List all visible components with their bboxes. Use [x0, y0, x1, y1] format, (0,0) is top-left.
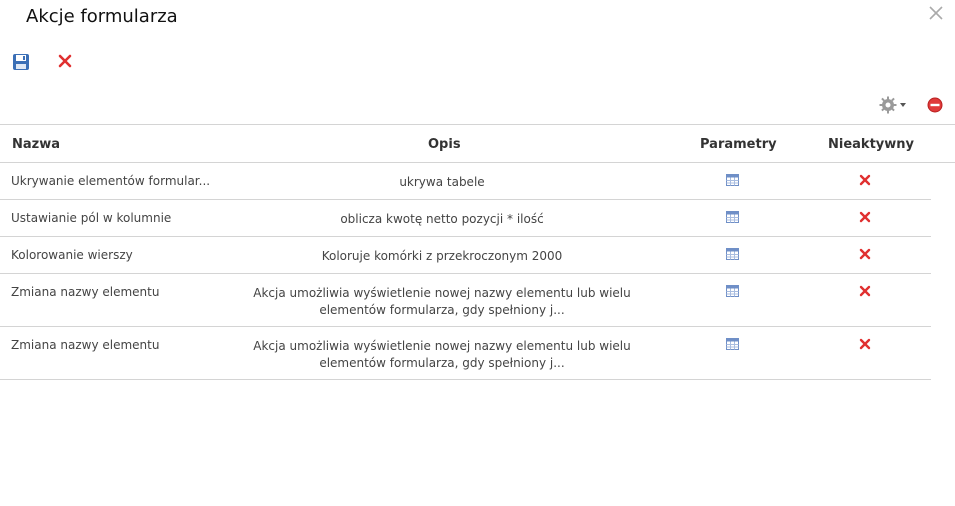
- table-icon: [726, 174, 739, 186]
- table-icon: [726, 248, 739, 260]
- row-description: Akcja umożliwia wyświetlenie nowej nazwy elementu lub wielu elementów formularza, gdy spełniony j...: [253, 286, 631, 317]
- inactive-icon: [859, 248, 871, 260]
- gear-icon: [879, 96, 909, 114]
- actions-grid: [0, 124, 955, 380]
- header-description[interactable]: Opis: [428, 137, 461, 152]
- row-description: oblicza kwotę netto pozycji * ilość: [340, 212, 544, 226]
- table-row[interactable]: [0, 274, 931, 327]
- header-name[interactable]: Nazwa: [12, 137, 61, 152]
- row-name: Zmiana nazwy elementu: [11, 338, 160, 352]
- header-parameters[interactable]: Parametry: [700, 137, 777, 152]
- table-icon: [726, 211, 739, 223]
- parameters-button[interactable]: [726, 174, 739, 186]
- inactive-icon: [859, 285, 871, 297]
- row-description: Koloruje komórki z przekroczonym 2000: [321, 249, 563, 263]
- table-icon: [726, 338, 739, 350]
- floppy-disk-icon: [12, 53, 30, 71]
- parameters-button[interactable]: [726, 211, 739, 223]
- settings-dropdown-button[interactable]: [879, 96, 909, 114]
- table-row[interactable]: [0, 237, 931, 274]
- save-button[interactable]: [12, 53, 30, 71]
- parameters-button[interactable]: [726, 248, 739, 260]
- close-icon[interactable]: [928, 5, 944, 21]
- row-name: Zmiana nazwy elementu: [11, 285, 160, 299]
- row-name: Ukrywanie elementów formular...: [11, 174, 211, 188]
- table-icon: [726, 285, 739, 297]
- table-row[interactable]: [0, 163, 931, 200]
- remove-button[interactable]: [927, 97, 943, 113]
- row-name: Kolorowanie wierszy: [11, 248, 133, 262]
- inactive-icon: [859, 174, 871, 186]
- grid-header: [0, 124, 955, 163]
- row-description: Akcja umożliwia wyświetlenie nowej nazwy elementu lub wielu elementów formularza, gdy spełniony j...: [253, 339, 631, 370]
- minus-circle-icon: [927, 97, 943, 113]
- cancel-button[interactable]: [57, 53, 73, 69]
- inactive-icon: [859, 338, 871, 350]
- row-name: Ustawianie pól w kolumnie: [11, 211, 172, 225]
- table-row[interactable]: [0, 200, 931, 237]
- parameters-button[interactable]: [726, 338, 739, 350]
- red-x-icon: [57, 53, 73, 69]
- header-inactive[interactable]: Nieaktywny: [828, 137, 914, 152]
- table-row[interactable]: [0, 327, 931, 380]
- row-description: ukrywa tabele: [399, 175, 485, 189]
- inactive-icon: [859, 211, 871, 223]
- dialog-title: Akcje formularza: [26, 6, 178, 27]
- parameters-button[interactable]: [726, 285, 739, 297]
